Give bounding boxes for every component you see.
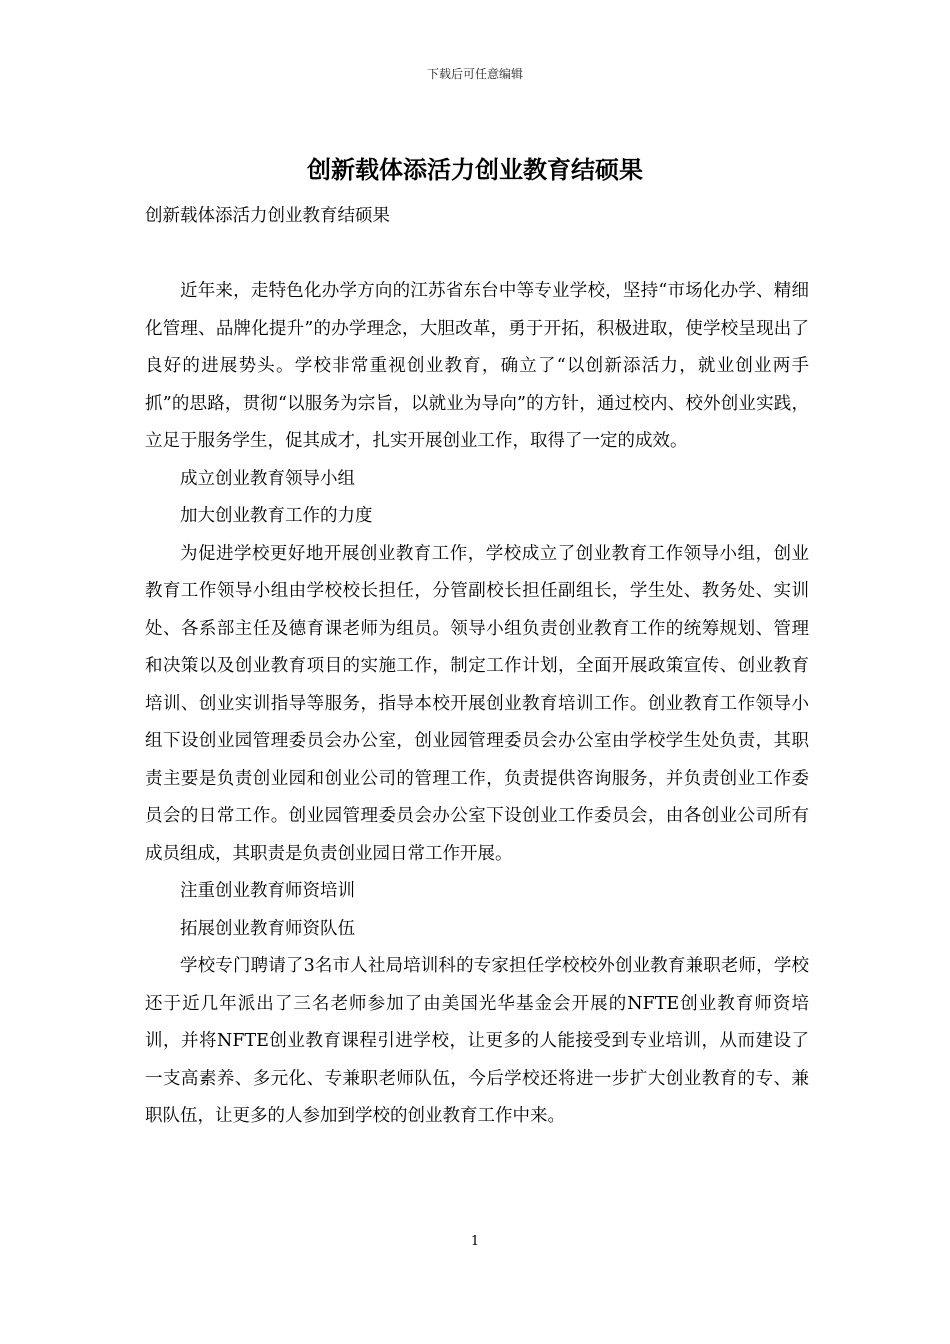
paragraph-intro: 近年来，走特色化办学方向的江苏省东台中等专业学校，坚持“市场化办学、精细化管理、品牌化提升”的办学理念，大胆改革，勇于开拓，积极进取，使学校呈现出了良好的进展势头。学校非常重视创业教育，确立了“以创新添活力，就业创业两手抓”的思路，贯彻“以服务为宗旨，以就业为导向”的方针，通过校内、校外创业实践，立足于服务学生，促其成才，扎实开展创业工作，取得了一定的成效。 — [145, 281, 809, 451]
blank-line — [145, 236, 809, 274]
paragraph-leadership-group: 为促进学校更好地开展创业教育工作，学校成立了创业教育工作领导小组，创业教育工作领导小组由学校校长担任，分管副校长担任副组长，学生处、教务处、实训处、各系部主任及德育课老师为组员。领导小组负责创业教育工作的统筹规划、管理和决策以及创业教育项目的实施工作，制定工作计划，全面开展政策宣传、创业教育培训、创业实训指导等服务，指导本校开展创业教育培训工作。创业教育工作领导小组下设创业园管理委员会办公室，创业园管理委员会办公室由学校学生处负责，其职责主要是负责创业园和创业公司的管理工作，负责提供咨询服务，并负责创业工作委员会的日常工作。创业园管理委员会办公室下设创业工作委员会，由各创业公司所有成员组成，其职责是负责创业园日常工作开展。 — [145, 543, 809, 864]
document-title: 创新载体添活力创业教育结硕果 — [307, 155, 643, 184]
document-subtitle: 创新载体添活力创业教育结硕果 — [145, 206, 390, 226]
section-subheading-strength: 加大创业教育工作的力度 — [180, 506, 373, 526]
section-heading-leadership: 成立创业教育领导小组 — [180, 468, 355, 489]
paragraph-teacher-team: 学校专门聘请了3名市人社局培训科的专家担任学校校外创业教育兼职老师，学校还于近几年派出了三名老师参加了由美国光华基金会开展的NFTE创业教育师资培训，并将NFTE创业教育课程引进学校，让更多的人能接受到专业培训，从而建设了一支高素养、多元化、专兼职老师队伍，今后学校还将进一步扩大创业教育的专、兼职队伍，让更多的人参加到学校的创业教育工作中来。 — [145, 956, 809, 1126]
page-number: 1 — [470, 1234, 480, 1249]
section-heading-teacher-training: 注重创业教育师资培训 — [180, 881, 355, 901]
document-body — [145, 198, 809, 1136]
section-subheading-teacher-team: 拓展创业教育师资队伍 — [180, 918, 355, 939]
header-note: 下载后可任意编辑 — [426, 67, 523, 81]
